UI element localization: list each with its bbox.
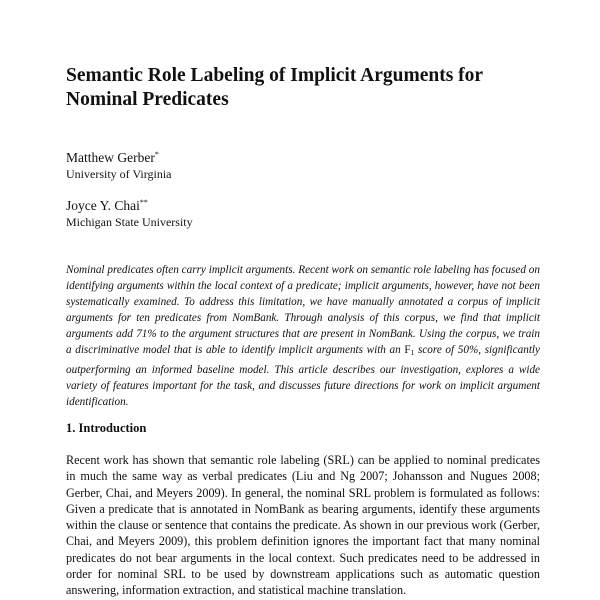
abstract-text-part2: score of 50%, significantly outperforming an informed baseline model. This article describes our investigation, explores a wide variety of features important for the task, and discusses future directions for work on implicit argument identification. (66, 344, 540, 408)
section-heading: 1. Introduction (66, 421, 147, 435)
author-name: Joyce Y. Chai (66, 198, 140, 213)
abstract (66, 262, 540, 410)
paper-title: Semantic Role Labeling of Implicit Arguments for Nominal Predicates (66, 65, 483, 110)
author-block (66, 194, 193, 231)
author-block (66, 146, 172, 183)
body-paragraph: Recent work has shown that semantic role labeling (SRL) can be applied to nominal predicates in much the same way as verbal predicates (Liu and Ng 2007; Johansson and Nugues 2008; Gerber, Chai, and Meyers 2009). In general, the nominal SRL problem is formulated as follows: Given a predicate that is annotated in NomBank as bearing arguments, identify these arguments within the clause or sentence that contains the predicate. As shown in our previous work (Gerber, Chai, and Meyers 2009), this problem definition ignores the important fact that many nominal predicates do not bear arguments in the local context. Such predicates need to be addressed in order for nominal SRL to be used by downstream applications such as automatic question answering, information extraction, and statistical machine translation. (66, 453, 540, 598)
author-name: Matthew Gerber (66, 150, 155, 165)
author-footnote-mark: ** (139, 198, 148, 207)
author-affiliation: Michigan State University (66, 215, 193, 229)
abstract-text-part1: Nominal predicates often carry implicit arguments. Recent work on semantic role labeling has focused on identifying arguments within the local context of a predicate; implicit arguments, however, have not been systematically examined. To address this limitation, we have manually annotated a corpus of implicit arguments for ten predicates from NomBank. Through analysis of this corpus, we find that implicit arguments add 71% to the argument structures that are present in NomBank. Using the corpus, we train a discriminative model that is able to identify implicit arguments with an (66, 264, 540, 357)
author-footnote-mark: * (154, 150, 159, 159)
f1-subscript: 1 (410, 348, 415, 358)
author-affiliation: University of Virginia (66, 167, 172, 181)
f1-symbol: F (404, 344, 411, 357)
